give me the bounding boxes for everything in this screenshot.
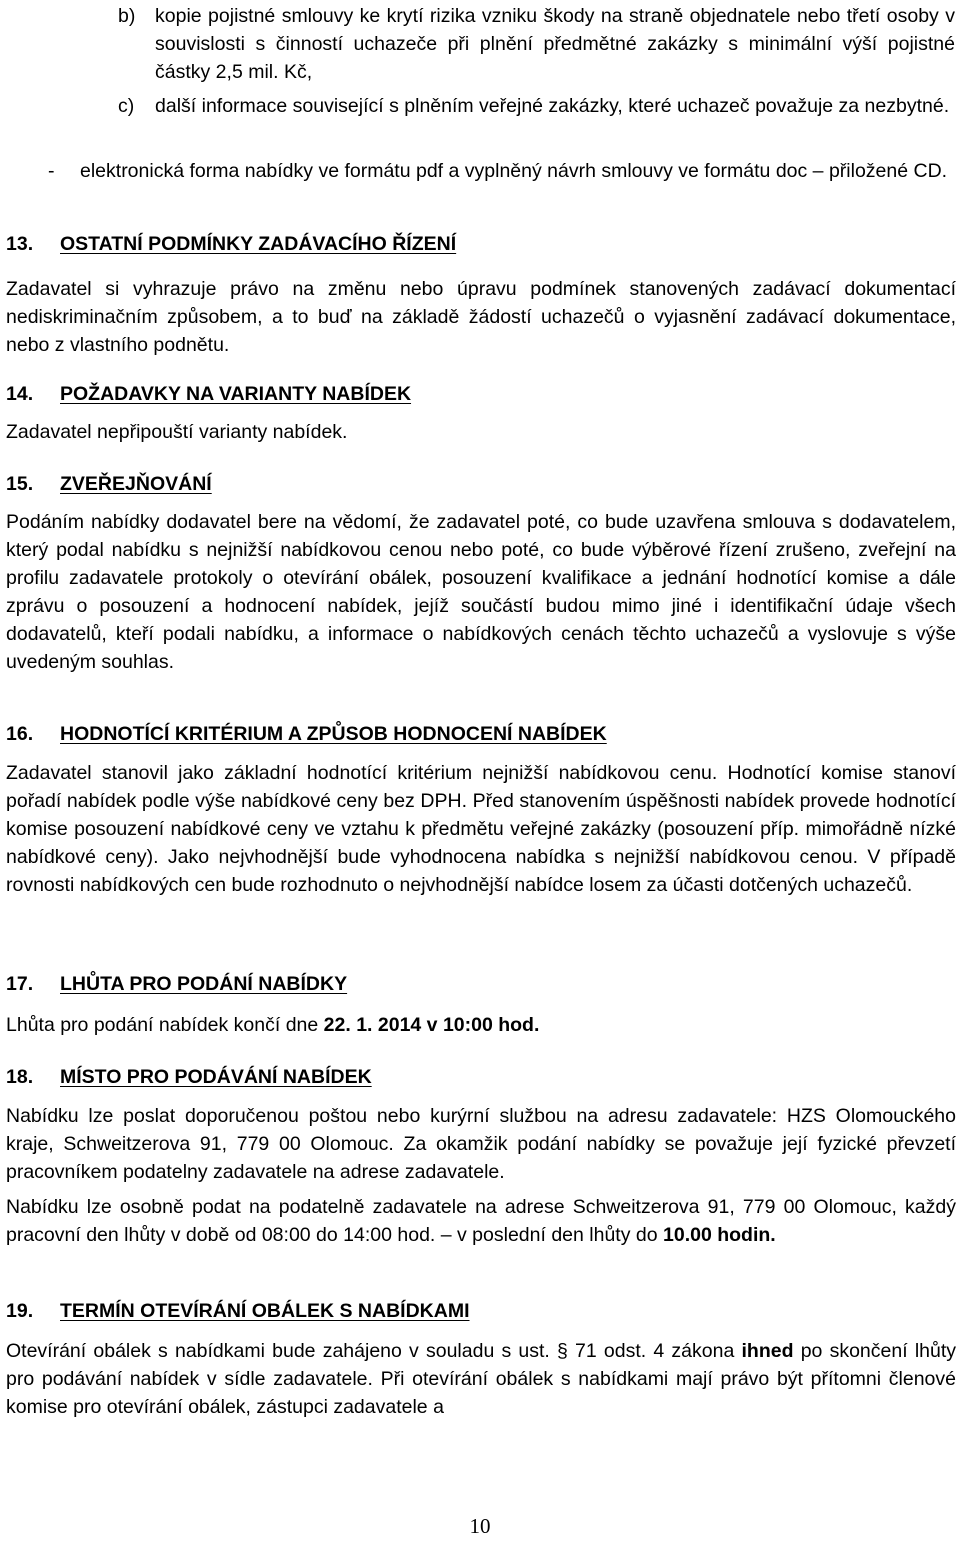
section-19-paragraph xyxy=(6,1337,956,1421)
section-15-title: ZVEŘEJŇOVÁNÍ xyxy=(60,473,212,495)
section-17-heading xyxy=(6,970,347,998)
section-14-title: POŽADAVKY NA VARIANTY NABÍDEK xyxy=(60,383,412,405)
section-19-title: TERMÍN OTEVÍRÁNÍ OBÁLEK S NABÍDKAMI xyxy=(60,1300,470,1322)
section-18-paragraph-2 xyxy=(6,1193,956,1249)
section-14-heading xyxy=(6,380,411,408)
list-item-c-text: další informace související s plněním veřejné zakázky, které uchazeč považuje za nezbytné. xyxy=(155,95,950,117)
section-17-number: 17. xyxy=(6,973,34,995)
list-item-dash-text: elektronická forma nabídky ve formátu pdf a vyplněný návrh smlouvy ve formátu doc – přiložené CD. xyxy=(80,160,948,182)
personal-delivery-text: Nabídku lze osobně podat na podatelně zadavatele na adrese Schweitzerova 91, 779 00 Olomouc, každý pracovní den lhůty v době od 08:00 do 14:00 hod. – v poslední den lhůty do xyxy=(6,1196,956,1246)
section-18-number: 18. xyxy=(6,1066,34,1088)
section-15-heading xyxy=(6,470,212,498)
section-18-paragraph-1: Nabídku lze poslat doporučenou poštou nebo kurýrní službou na adresu zadavatele: HZS Olomouckého kraje, Schweitzerova 91, 779 00 Olomouc. Za okamžik podání nabídky se považuje její fyzické převzetí pracovníkem podatelny zadavatele na adrese zadavatele. xyxy=(6,1105,956,1183)
section-17-title: LHŮTA PRO PODÁNÍ NABÍDKY xyxy=(60,973,348,995)
section-17-paragraph xyxy=(6,1011,956,1039)
section-13-number: 13. xyxy=(6,233,34,255)
list-marker-b: b) xyxy=(118,5,136,27)
opening-lead-text: Otevírání obálek s nabídkami bude zahájeno v souladu s ust. § 71 odst. 4 zákona xyxy=(6,1340,742,1362)
personal-delivery-deadline: 10.00 hodin. xyxy=(663,1224,776,1246)
page-number: 10 xyxy=(469,1514,491,1538)
deadline-lead-text: Lhůta pro podání nabídek končí dne xyxy=(6,1014,324,1036)
section-15-paragraph: Podáním nabídky dodavatel bere na vědomí, že zadavatel poté, co bude uzavřena smlouva s dodavatelem, který podal nabídku s nejnižší nabídkovou cenou nebo poté, co bude výběrové řízení zrušeno, zveřejní na profilu zadavatele protokoly o otevírání obálek, posouzení kvalifikace a jednání hodnotící komise a dále zprávu o posouzení a hodnocení nabídek, jejíž součástí budou mimo jiné i identifikační údaje všech dodavatelů, kteří podali nabídku, a informace o nabídkových cenách těchto uchazečů a vyslovuje s výše uvedeným souhlas. xyxy=(6,511,956,673)
section-16-paragraph: Zadavatel stanovil jako základní hodnotící kritérium nejnižší nabídkovou cenu. Hodnotící komise stanoví pořadí nabídek podle výše nabídkové ceny bez DPH. Před stanovením úspěšnosti nabídek provede hodnotící komise posouzení nabídkové ceny ve vztahu k předmětu veřejné zakázky (posouzení příp. mimořádně nízké nabídkové ceny). Jako nejvhodnější bude vyhodnocena nabídka s nejnižší nabídkovou cenou. V případě rovnosti nabídkových cen bude rozhodnuto o nejvhodnější nabídce losem za účasti dotčených uchazečů. xyxy=(6,762,956,896)
list-item-b-text: kopie pojistné smlouvy ke krytí rizika vzniku škody na straně objednatele nebo třetí osoby v souvislosti s činností uchazeče při plnění předmětné zakázky s minimální výší pojistné částky 2,5 mil. Kč, xyxy=(155,5,955,83)
section-13-title: OSTATNÍ PODMÍNKY ZADÁVACÍHO ŘÍZENÍ xyxy=(60,233,457,255)
list-marker-c: c) xyxy=(118,95,135,117)
opening-immediately: ihned xyxy=(741,1340,794,1362)
section-19-heading xyxy=(6,1297,470,1325)
section-14-paragraph: Zadavatel nepřipouští varianty nabídek. xyxy=(6,421,348,443)
section-13-paragraph: Zadavatel si vyhrazuje právo na změnu nebo úpravu podmínek stanovených zadávací dokumentací nediskriminačním způsobem, a to buď na základě žádostí uchazečů o vyjasnění zadávací dokumentace, nebo z vlastního podnětu. xyxy=(6,278,956,356)
section-16-title: HODNOTÍCÍ KRITÉRIUM A ZPŮSOB HODNOCENÍ NABÍDEK xyxy=(60,723,607,745)
section-18-heading xyxy=(6,1063,372,1091)
section-14-number: 14. xyxy=(6,383,34,405)
list-marker-dash: - xyxy=(48,160,55,182)
section-13-heading xyxy=(6,230,456,258)
deadline-date: 22. 1. 2014 v 10:00 hod. xyxy=(323,1014,540,1036)
section-19-number: 19. xyxy=(6,1300,34,1322)
opening-tail-text: po skončení lhůty pro podávání nabídek v sídle zadavatele. Při otevírání obálek s nabídkami mají právo být přítomni členové komise pro otevírání obálek, zástupci zadavatele a xyxy=(6,1340,957,1418)
section-15-number: 15. xyxy=(6,473,34,495)
section-16-number: 16. xyxy=(6,723,34,745)
section-16-heading xyxy=(6,720,607,748)
section-18-title: MÍSTO PRO PODÁVÁNÍ NABÍDEK xyxy=(60,1066,372,1088)
